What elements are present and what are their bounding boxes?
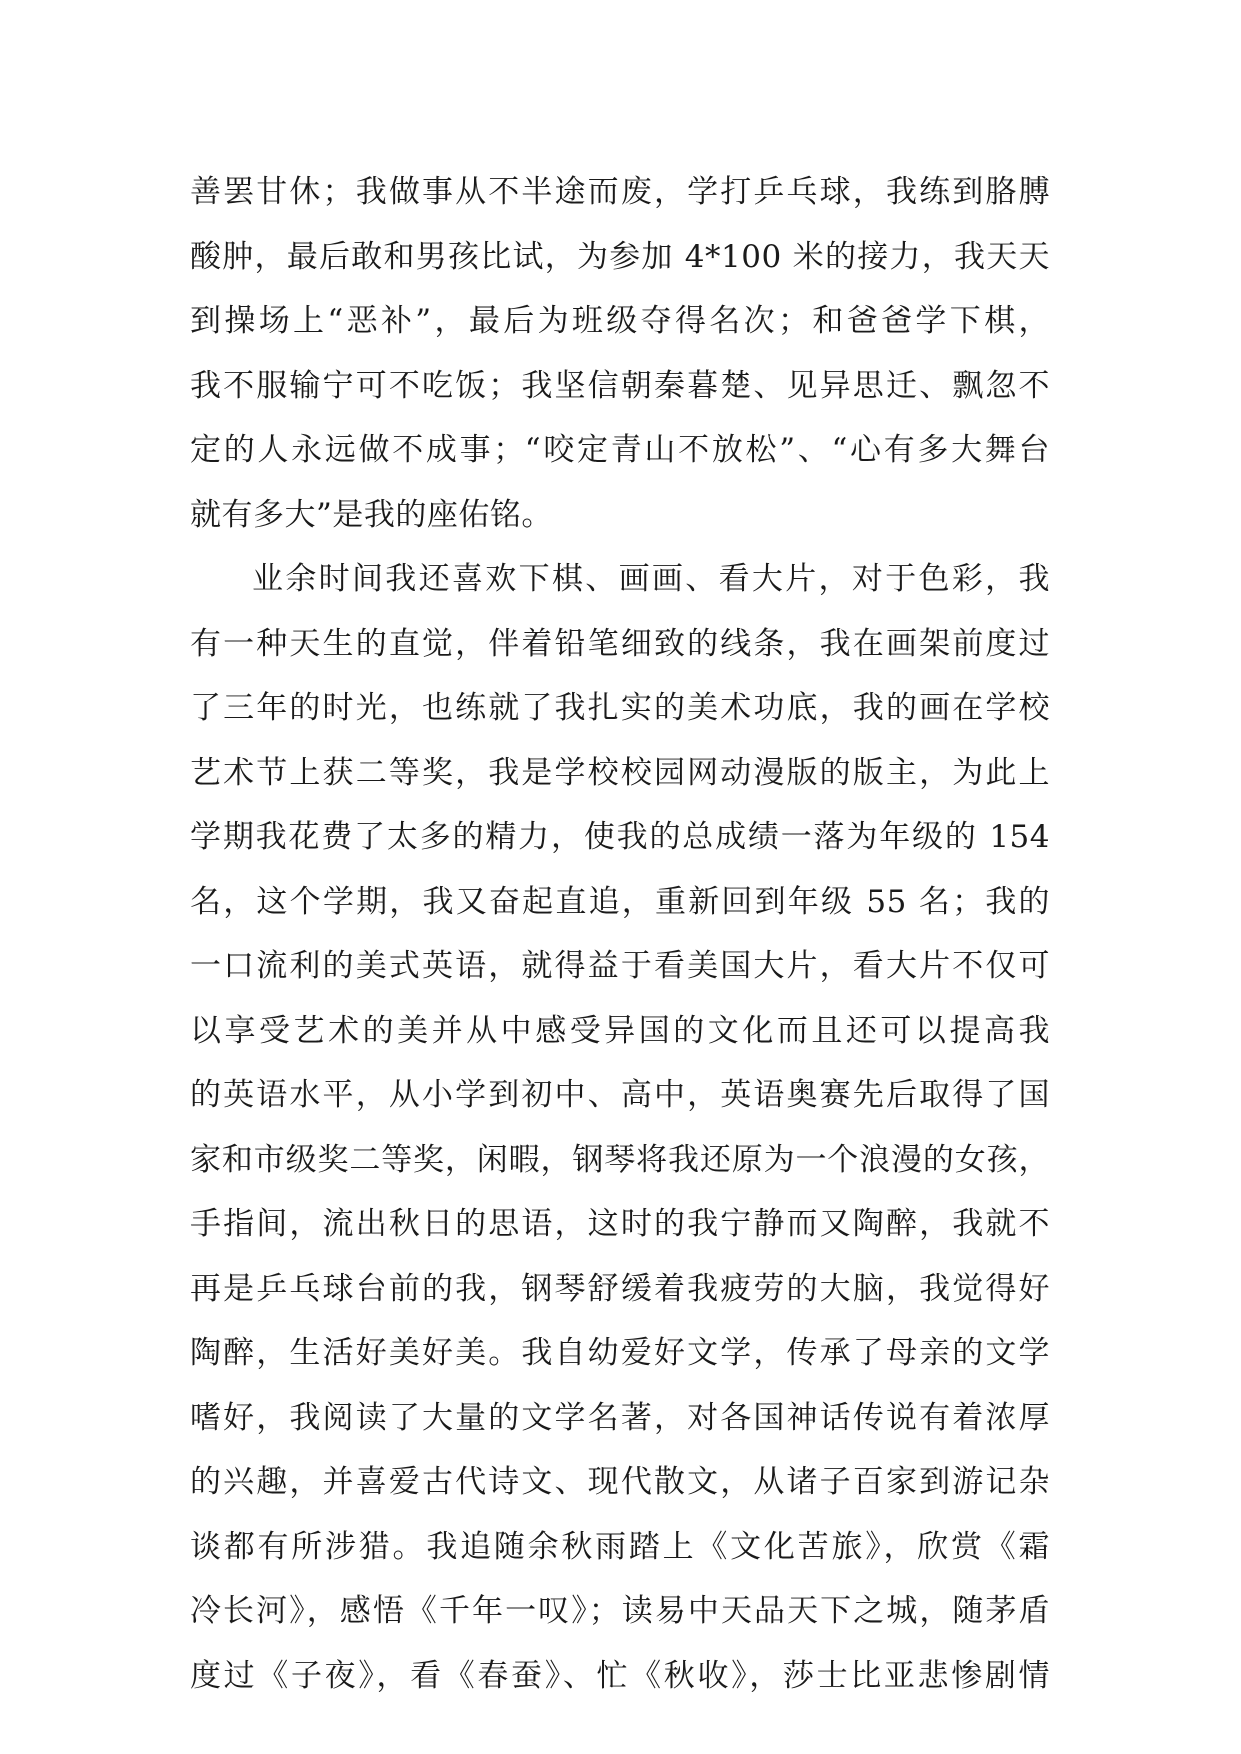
text-line: 的兴趣，并喜爱古代诗文、现代散文，从诸子百家到游记杂 bbox=[190, 1464, 1050, 1500]
text-line: 就有多大”是我的座佑铭。 bbox=[190, 496, 553, 533]
text-line: 再是乒乓球台前的我，钢琴舒缓着我疲劳的大脑，我觉得好 bbox=[190, 1270, 1050, 1307]
text-line: 了三年的时光，也练就了我扎实的美术功底，我的画在学校 bbox=[190, 690, 1050, 726]
text-line: 冷长河》，感悟《千年一叹》；读易中天品天下之城，随茅盾 bbox=[190, 1593, 1050, 1629]
text-line: 一口流利的美式英语，就得益于看美国大片，看大片不仅可 bbox=[190, 948, 1050, 984]
text-line: 谈都有所涉猎。我追随余秋雨踏上《文化苦旅》，欣赏《霜 bbox=[190, 1528, 1050, 1565]
text-line: 我不服输宁可不吃饭；我坚信朝秦暮楚、见异思迁、飘忽不 bbox=[190, 367, 1050, 404]
text-line: 艺术节上获二等奖，我是学校校园网动漫版的版主，为此上 bbox=[190, 754, 1050, 791]
text-line: 到操场上“恶补”，最后为班级夺得名次；和爸爸学下棋， bbox=[190, 303, 1050, 339]
body-text bbox=[190, 160, 1050, 1708]
text-line: 定的人永远做不成事；“咬定青山不放松”、“心有多大舞台 bbox=[190, 432, 1050, 468]
text-line: 学期我花费了太多的精力，使我的总成绩一落为年级的 154 bbox=[190, 819, 1050, 855]
text-line: 陶醉，生活好美好美。我自幼爱好文学，传承了母亲的文学 bbox=[190, 1335, 1050, 1371]
text-line: 度过《子夜》，看《春蚕》、忙《秋收》，莎士比亚悲惨剧情 bbox=[190, 1657, 1050, 1694]
text-line: 家和市级奖二等奖，闲暇，钢琴将我还原为一个浪漫的女孩， bbox=[190, 1141, 1050, 1178]
text-line: 以享受艺术的美并从中感受异国的文化而且还可以提高我 bbox=[190, 1012, 1050, 1049]
paragraph-first-line: 业余时间我还喜欢下棋、画画、看大片，对于色彩，我 bbox=[252, 561, 1050, 597]
text-line: 的英语水平，从小学到初中、高中，英语奥赛先后取得了国 bbox=[190, 1077, 1050, 1113]
text-line: 名，这个学期，我又奋起直追，重新回到年级 55 名；我的 bbox=[190, 883, 1050, 920]
text-line: 手指间，流出秋日的思语，这时的我宁静而又陶醉，我就不 bbox=[190, 1206, 1050, 1242]
text-line: 善罢甘休；我做事从不半途而废，学打乒乓球，我练到胳膊 bbox=[190, 174, 1050, 210]
text-line: 嗜好，我阅读了大量的文学名著，对各国神话传说有着浓厚 bbox=[190, 1399, 1050, 1436]
text-line: 有一种天生的直觉，伴着铅笔细致的线条，我在画架前度过 bbox=[190, 625, 1050, 662]
text-line: 酸肿，最后敢和男孩比试，为参加 4*100 米的接力，我天天 bbox=[190, 238, 1050, 275]
